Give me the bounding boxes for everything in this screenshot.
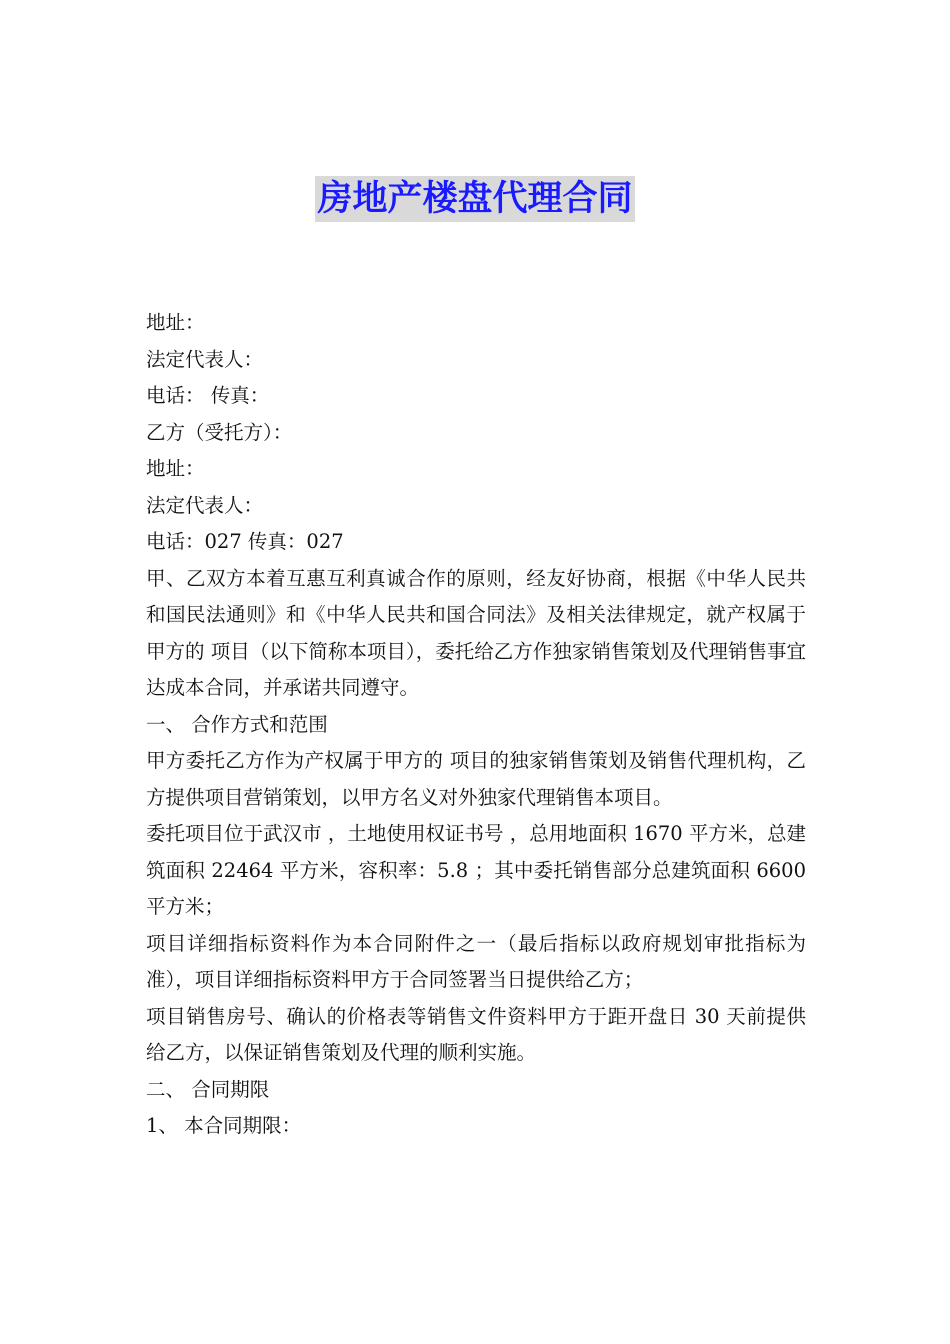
party-b-heading: 乙方（受托方）： (146, 420, 293, 444)
scope-paragraph: 甲方委托乙方作为产权属于甲方的 项目的独家销售策划及销售代理机构，乙方提供项目营销策划，以甲方名义对外独家代理销售本项目。 (146, 749, 806, 809)
section-two-heading: 二、 合同期限 (146, 1077, 270, 1101)
party-b-representative-line: 法定代表人： (146, 493, 264, 517)
party-a-address-line: 地址： (146, 311, 205, 334)
section-one-heading: 一、 合作方式和范围 (146, 712, 328, 736)
document-title: 房地产楼盘代理合同 (315, 176, 634, 222)
party-b-phone-fax-line: 电话：027 传真：027 (146, 530, 344, 553)
project-location-paragraph: 委托项目位于武汉市 ，土地使用权证书号 ，总用地面积 1670 平方米，总建筑面积 22464 平方米，容积率：5.8 ；其中委托销售部分总建筑面积 6600 平方米； (146, 822, 806, 918)
party-a-representative-line: 法定代表人： (146, 347, 264, 371)
title-container (0, 176, 950, 222)
contract-term-item: 1、 本合同期限： (146, 1114, 302, 1137)
party-b-address-line: 地址： (146, 457, 205, 480)
sales-documents-paragraph: 项目销售房号、确认的价格表等销售文件资料甲方于距开盘日 30 天前提供给乙方，以保证销售策划及代理的顺利实施。 (146, 1004, 806, 1064)
party-a-phone-fax-line: 电话： 传真： (146, 384, 270, 407)
project-indicators-paragraph: 项目详细指标资料作为本合同附件之一（最后指标以政府规划审批指标为准），项目详细指标资料甲方于合同签署当日提供给乙方； (146, 931, 806, 991)
document-body (146, 305, 806, 1145)
preamble-paragraph: 甲、乙双方本着互惠互利真诚合作的原则，经友好协商，根据《中华人民共和国民法通则》和《中华人民共和国合同法》及相关法律规定，就产权属于甲方的 项目（以下简称本项目），委托给乙方作独家销售策划及代理销售事宜达成本合同，并承诺共同遵守。 (146, 566, 806, 699)
